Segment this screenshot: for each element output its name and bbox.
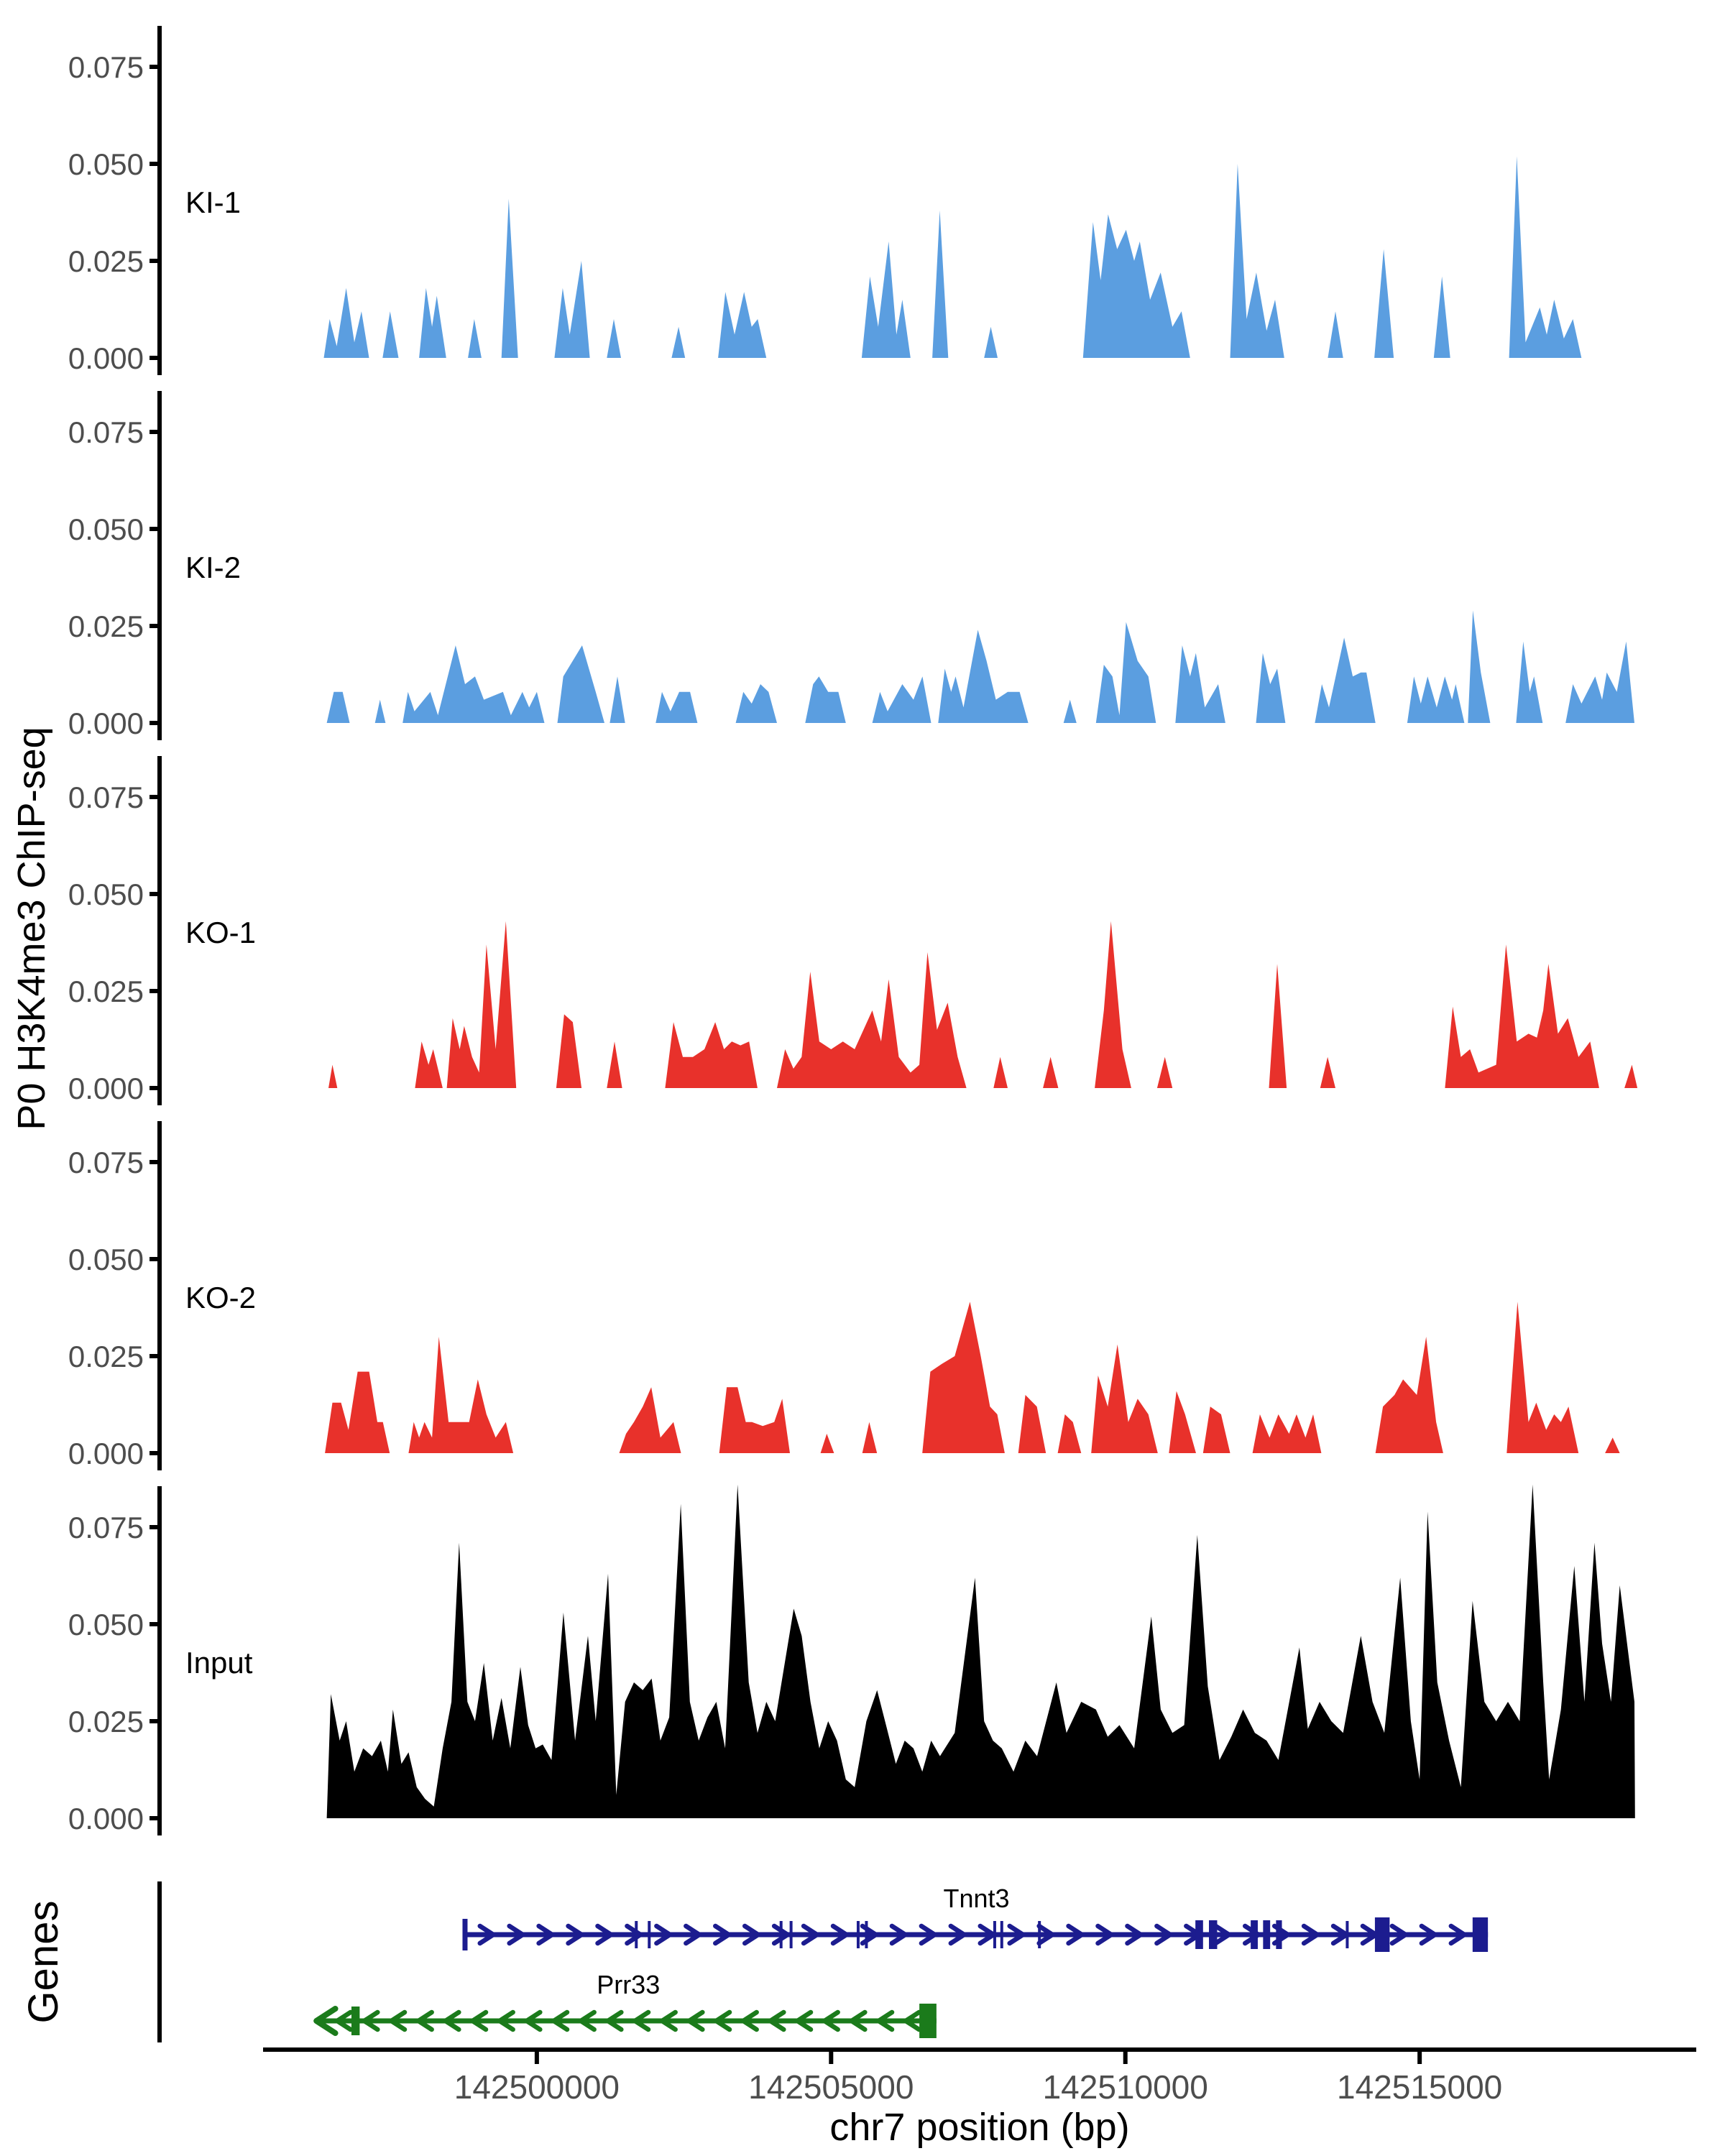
exon-thin-Tnnt3 [865,1921,868,1948]
exon-Tnnt3 [1251,1920,1258,1949]
x-tick-label: 142505000 [748,2068,914,2106]
y-tick-label-KO-1: 0.050 [68,877,144,911]
genes-panel-title: Genes [20,1900,67,2024]
exon-thin-Tnnt3 [1038,1921,1041,1948]
y-tick-label-KI-2: 0.050 [68,512,144,546]
track-label-KO-1: KO-1 [185,916,257,949]
coverage-area-KI-2 [327,610,1634,723]
coverage-area-KI-1 [324,156,1582,358]
y-tick-label-KO-1: 0.075 [68,780,144,814]
exon-Tnnt3 [1263,1920,1270,1949]
y-tick-label-KO-1: 0.000 [68,1072,144,1105]
y-tick-label-Input: 0.000 [68,1802,144,1835]
y-tick-label-KI-2: 0.000 [68,706,144,740]
y-tick-label-KO-1: 0.025 [68,975,144,1008]
y-tick-label-KO-2: 0.025 [68,1340,144,1373]
y-tick-label-KI-1: 0.000 [68,341,144,375]
exon-thin-Tnnt3 [648,1921,650,1948]
gene-start-bar-Tnnt3 [462,1919,467,1950]
coverage-area-Input [327,1485,1635,1818]
track-label-Input: Input [185,1646,253,1680]
y-tick-label-Input: 0.050 [68,1608,144,1641]
x-tick-label: 142515000 [1337,2068,1503,2106]
coverage-area-KO-1 [328,921,1637,1088]
exon-Tnnt3 [1276,1920,1282,1949]
y-tick-label-KI-2: 0.025 [68,609,144,643]
x-axis-title: chr7 position (bp) [829,2106,1130,2149]
y-tick-label-KI-1: 0.050 [68,147,144,181]
exon-large-Tnnt3 [1473,1917,1488,1952]
y-tick-label-Input: 0.025 [68,1705,144,1738]
gene-label-Tnnt3: Tnnt3 [943,1884,1010,1913]
x-tick-label: 142510000 [1042,2068,1208,2106]
y-axis-title: P0 H3K4me3 ChIP-seq [10,727,53,1130]
exon-large-Tnnt3 [1375,1917,1389,1952]
exon-thin-Tnnt3 [857,1921,860,1948]
exon-thin-Tnnt3 [1346,1921,1348,1948]
y-tick-label-KI-1: 0.075 [68,50,144,84]
y-tick-label-KO-2: 0.000 [68,1437,144,1470]
exon-thin-Tnnt3 [1000,1921,1003,1948]
plot-content [68,26,1696,2106]
y-tick-label-KI-1: 0.025 [68,244,144,278]
exon-thin-Tnnt3 [780,1921,783,1948]
exon-large-Prr33 [919,2004,937,2038]
y-tick-label-Input: 0.075 [68,1511,144,1544]
track-label-KI-2: KI-2 [185,550,242,584]
exon-thin-Tnnt3 [993,1921,996,1948]
y-tick-label-KO-2: 0.050 [68,1243,144,1276]
track-label-KI-1: KI-1 [185,185,242,219]
exon-Tnnt3 [1209,1920,1217,1949]
y-tick-label-KI-2: 0.075 [68,415,144,449]
x-tick-label: 142500000 [454,2068,620,2106]
coverage-area-KO-2 [325,1302,1620,1453]
gene-label-Prr33: Prr33 [597,1970,661,1999]
y-tick-label-KO-2: 0.075 [68,1146,144,1179]
track-label-KO-2: KO-2 [185,1281,257,1314]
exon-thin-Tnnt3 [790,1921,793,1948]
exon-Prr33 [351,2007,359,2035]
exon-Tnnt3 [1195,1920,1203,1949]
exon-thin-Tnnt3 [635,1921,638,1948]
